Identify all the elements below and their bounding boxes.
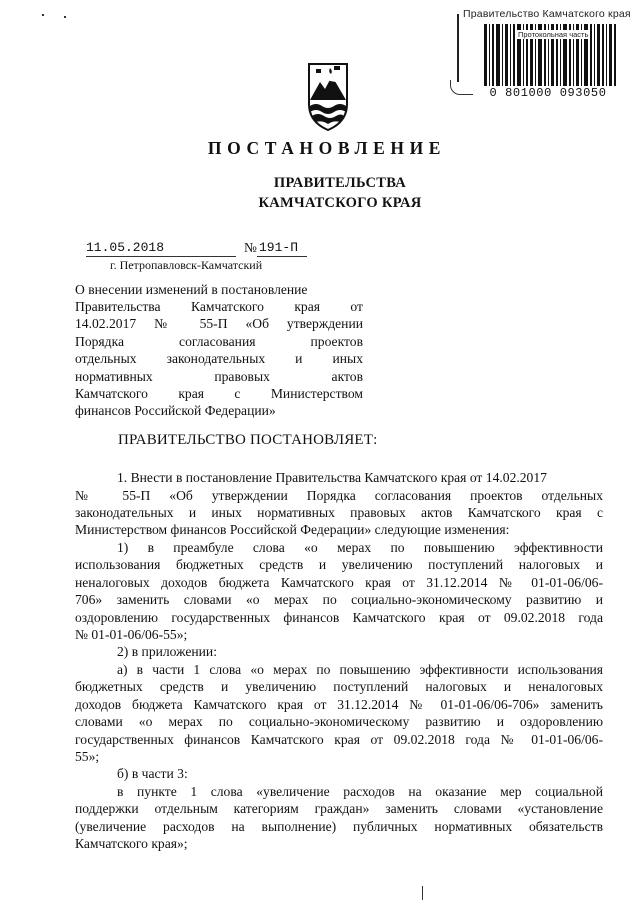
scan-speck (42, 14, 44, 16)
body-line: 706» заменить словами «о мерах по социально-экономическому развитию и (75, 592, 603, 607)
number-underline (257, 256, 307, 257)
body-line: 1. Внести в постановление Правительства Камчатского края от 14.02.2017 (117, 470, 547, 485)
scan-speck (422, 886, 423, 900)
subject-line: 14.02.2017 № 55-П «Об утверждении (75, 316, 363, 331)
issuer-heading-line1: ПРАВИТЕЛЬСТВА (273, 175, 407, 191)
issuer-heading-line2: КАМЧАТСКОГО КРАЯ (258, 195, 422, 211)
stamp-bracket (450, 80, 473, 95)
stamp-divider (457, 14, 459, 82)
body-line: 55»; (75, 749, 100, 764)
subject-line: Правительства Камчатского края от (75, 299, 363, 314)
body-line: № 55-П «Об утверждении Порядка согласования проектов отдельных (75, 488, 603, 503)
body-line: б) в части 3: (117, 766, 188, 781)
document-type-heading: ПОСТАНОВЛЕНИЕ (207, 138, 447, 158)
body-line: поддержки отдельным категориям граждан» заменить словами «установление (75, 801, 603, 816)
body-line: неналоговых доходов бюджета Камчатского края от 31.12.2014 № 01-01-06/06- (75, 575, 603, 590)
date-underline (86, 256, 236, 257)
body-line: 1) в преамбуле слова «о мерах по повышению эффективности (117, 540, 603, 555)
body-line: использования бюджетных средств и увеличению поступлений налоговых и (75, 557, 603, 572)
body-line: Министерством финансов Российской Федерации» следующие изменения: (75, 522, 510, 537)
subject-line: О внесении изменений в постановление (75, 282, 308, 297)
document-place: г. Петропавловск-Камчатский (110, 258, 263, 272)
resolves-heading: ПРАВИТЕЛЬСТВО ПОСТАНОВЛЯЕТ: (118, 432, 378, 448)
subject-line: Камчатского края с Министерством (75, 386, 363, 401)
body-line: а) в части 1 слова «о мерах по повышению эффективности использования (117, 662, 603, 677)
body-line: № 01-01-06/06-55»; (75, 627, 188, 642)
subject-line: нормативных правовых актов (75, 369, 363, 384)
subject-line: Порядка согласования проектов (75, 334, 363, 349)
number-sign: № (244, 240, 257, 255)
body-line: оздоровлению государственных финансов Камчатского края от 09.02.2018 года (75, 610, 603, 625)
body-line: 2) в приложении: (117, 644, 217, 659)
body-line: законодательных и иных нормативных правовых актов Камчатского края с (75, 505, 603, 520)
scan-speck (64, 16, 66, 18)
kamchatka-coat-of-arms-icon (306, 60, 350, 132)
body-line: Камчатского края»; (75, 836, 188, 851)
subject-line: финансов Российской Федерации» (75, 403, 276, 418)
body-line: государственных финансов Камчатского края от 09.02.2018 года № 01-01-06/06- (75, 732, 603, 747)
stamp-subtitle: Протокольная часть (518, 30, 589, 39)
subject-line: отдельных законодательных и иных (75, 351, 363, 366)
barcode-number: 0 801000 093050 (478, 86, 618, 100)
body-line: (увеличение расходов на выполнение) публичных нормативных обязательств (75, 819, 603, 834)
document-number: 191-П (259, 240, 299, 255)
body-line: в пункте 1 слова «увеличение расходов на оказание мер социальной (117, 784, 603, 799)
body-line: бюджетных средств и увеличению поступлений налоговых и неналоговых (75, 679, 603, 694)
body-line: доходов бюджета Камчатского края от 31.12.2014 № 01-01-06/06-706» заменить (75, 697, 603, 712)
body-line: словами «о мерах по социально-экономическому развитию и оздоровлению (75, 714, 603, 729)
document-date: 11.05.2018 (86, 240, 165, 255)
stamp-title: Правительство Камчатского края (463, 8, 631, 20)
